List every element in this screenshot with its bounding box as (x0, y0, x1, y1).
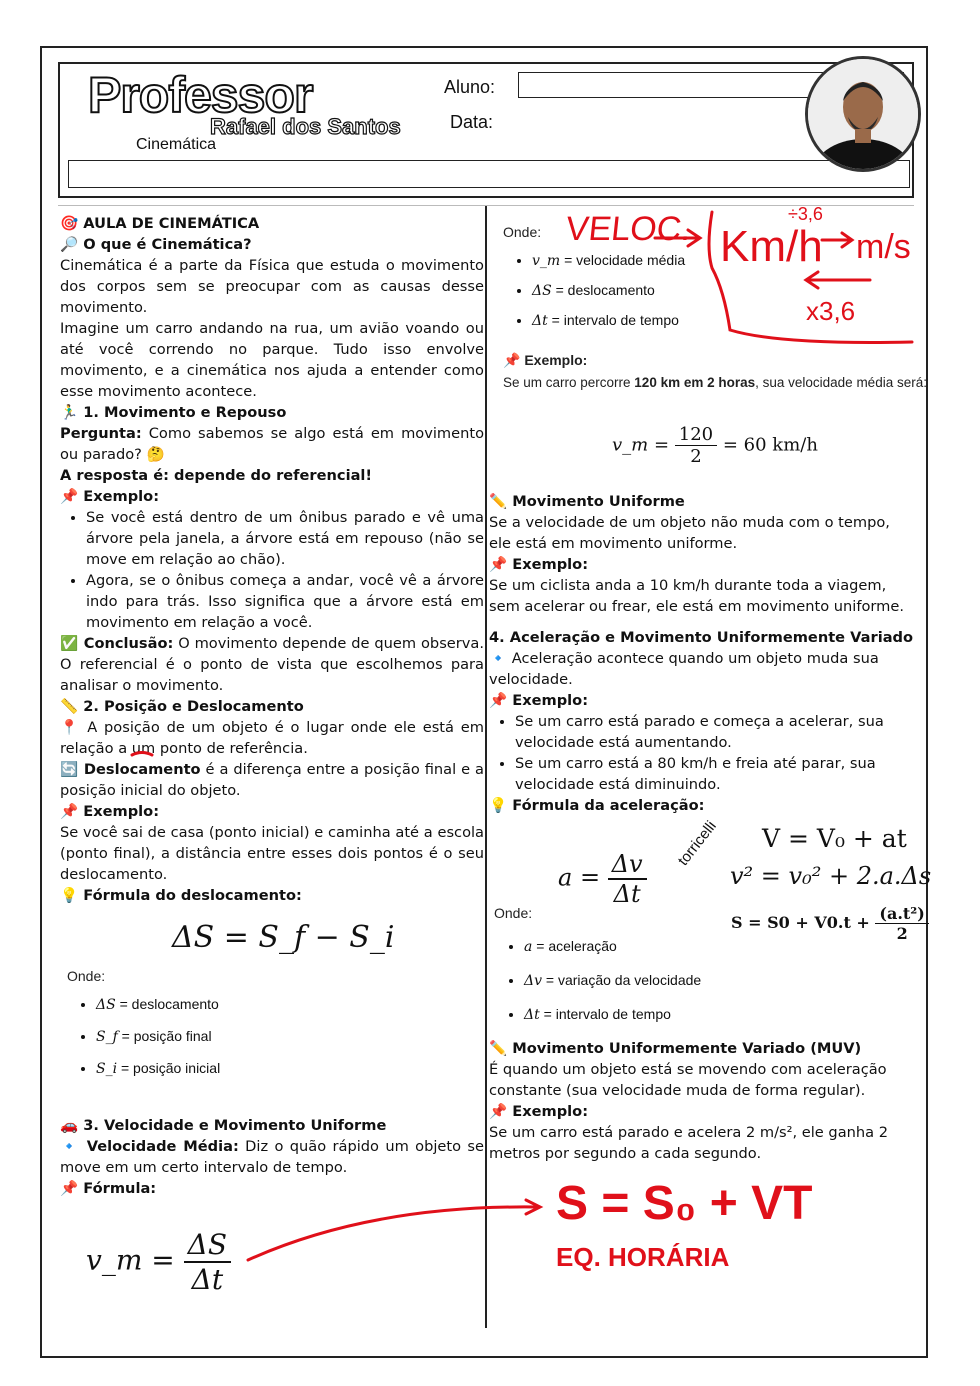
displacement-formula-heading: 💡 Fórmula do deslocamento: (60, 887, 302, 904)
where-label-right: Onde: (503, 224, 542, 240)
displacement-formula: ΔS = S_f − S_i (172, 920, 395, 955)
torricelli-label: torricelli (674, 817, 720, 869)
lesson-title: 🎯 AULA DE CINEMÁTICA (60, 215, 260, 232)
logo-name: Rafael dos Santos (210, 114, 401, 139)
velocity-time-equation: V = V₀ + at (762, 824, 907, 853)
ink-veloc: VELOC. (564, 210, 693, 248)
list-item: • Δt = intervalo de tempo (524, 1006, 701, 1040)
list-item: • Se um carro está parado e começa a acelerar, sua velocidade está aumentando. (515, 711, 914, 753)
acceleration-text: 🔹 Aceleração acontece quando um objeto muda sua velocidade. (489, 650, 879, 688)
list-item: • Δv = variação da velocidade (524, 972, 701, 1006)
list-item: • v_m = velocidade média (532, 252, 685, 282)
question-text: Como sabemos se algo está em movimento ou parado? 🤔 (60, 425, 484, 463)
section-4-heading: 4. Aceleração e Movimento Uniformemente Variado (489, 629, 914, 646)
list-item: • S_i = posição inicial (96, 1060, 220, 1092)
section-2-heading: 📏 2. Posição e Deslocamento (60, 698, 304, 715)
muv-text: É quando um objeto está se movendo com aceleração constante (sua velocidade muda de forma regular). (489, 1061, 887, 1099)
list-item: • Δt = intervalo de tempo (532, 312, 685, 342)
uniform-motion-heading: ✏️ Movimento Uniforme (489, 493, 685, 510)
list-item: • ΔS = deslocamento (532, 282, 685, 312)
example-text-3: Se um carro percorre 120 km em 2 horas, sua velocidade média será: (503, 375, 927, 390)
ink-arrow-3 (806, 272, 870, 288)
list-item: • S_f = posição final (96, 1028, 220, 1060)
ink-div36: ÷3,6 (788, 204, 823, 224)
subject-label: Cinemática (136, 136, 217, 153)
list-item: • ΔS = deslocamento (96, 996, 220, 1028)
formula-label: 📌 Fórmula: (60, 1180, 157, 1197)
aluno-label: Aluno: (444, 77, 496, 97)
what-is-paragraph-1: Cinemática é a parte da Física que estuda o movimento dos corpos sem se preocupar com as causas desse movimento. (60, 257, 484, 316)
example-label-4: 📌 Exemplo: (489, 556, 589, 573)
example-text-4: Se um ciclista anda a 10 km/h durante toda a viagem, sem acelerar ou frear, ele está em movimento uniforme. (489, 577, 904, 615)
example-label-1: 📌 Exemplo: (60, 488, 160, 505)
what-is-paragraph-2: Imagine um carro andando na rua, um avião voando ou até você correndo no parque. Tudo isso envolve movimento, e a cinemática nos ajuda a entender como esse movimento acontece. (60, 320, 484, 400)
list-item: • Agora, se o ônibus começa a andar, você vê a árvore indo para trás. Isso significa que a árvore está em movimento em relação a você. (86, 570, 484, 633)
muv-heading: ✏️ Movimento Uniformemente Variado (MUV) (489, 1040, 862, 1057)
ink-arrow-1 (655, 230, 700, 246)
data-label: Data: (450, 112, 494, 132)
where-label-left: Onde: (67, 968, 106, 984)
section-1-heading: 🏃‍♂️ 1. Movimento e Repouso (60, 404, 287, 421)
ink-x36: x3,6 (806, 296, 856, 326)
position-text: 📍 A posição de um objeto é o lugar onde ele está em relação a um ponto de referência. (60, 719, 484, 757)
question-label: Pergunta: (60, 425, 142, 442)
conclusion-text: O movimento depende de quem observa. O referencial é o ponto de vista que escolhemos para analisar o movimento. (60, 635, 484, 694)
example-text-6: Se um carro está parado e acelera 2 m/s², ele ganha 2 metros por segundo a cada segundo. (489, 1124, 888, 1162)
section-3-heading: 🚗 3. Velocidade e Movimento Uniforme (60, 1117, 387, 1134)
example-label-2: 📌 Exemplo: (60, 803, 160, 820)
logo-professor: Professor (88, 67, 313, 123)
list-item: • a = aceleração (524, 938, 701, 972)
answer-text: A resposta é: depende do referencial! (60, 467, 373, 484)
uniform-motion-text: Se a velocidade de um objeto não muda com o tempo, ele está em movimento uniforme. (489, 514, 890, 552)
avg-velocity-text: Diz o quão rápido um objeto se move em um certo intervalo de tempo. (60, 1138, 484, 1176)
avg-velocity-label: 🔹 Velocidade Média: (60, 1138, 239, 1155)
ink-kmh: Km/h (720, 222, 823, 271)
where-label-right-2: Onde: (494, 905, 533, 921)
example-label-3: 📌 Exemplo: (503, 352, 588, 368)
conclusion-label: ✅ Conclusão: (60, 635, 174, 652)
ink-ms: m/s (856, 228, 911, 266)
example-label-5: 📌 Exemplo: (489, 692, 589, 709)
what-is-heading: 🔎 O que é Cinemática? (60, 236, 252, 253)
list-item: • Se um carro está a 80 km/h e freia até parar, sua velocidade está diminuindo. (515, 753, 914, 795)
acceleration-formula-heading: 💡 Fórmula da aceleração: (489, 797, 705, 814)
velocity-example-equation: v_m = $\frac{120}{2}$ = 60 km/h (612, 424, 818, 467)
displacement-label: 🔄 Deslocamento (60, 761, 201, 778)
velocity-formula: v_m = $\frac{\Delta S}{\Delta t}$ (86, 1228, 231, 1296)
displacement-text: é a diferença entre a posição final e a posição inicial do objeto. (60, 761, 484, 799)
acceleration-formula: a = $\frac{\Delta v}{\Delta t}$ (558, 850, 647, 908)
ink-underline (132, 753, 152, 756)
ink-eq-horaria-label: EQ. HORÁRIA (556, 1242, 730, 1272)
torricelli-equation: v² = v₀² + 2.a.Δs (730, 862, 932, 890)
ink-eq-horaria: S = S₀ + VT (556, 1177, 813, 1230)
example-label-6: 📌 Exemplo: (489, 1103, 589, 1120)
list-item: • Se você está dentro de um ônibus parado e vê uma árvore pela janela, a árvore está em repouso (não se move em relação ao chão). (86, 507, 484, 570)
ink-arrow-4 (248, 1200, 540, 1260)
position-equation: S = S0 + V0.t + $\frac{\text{(a.t²)}}{2}$ (731, 904, 929, 943)
example-text-2: Se você sai de casa (ponto inicial) e caminha até a escola (ponto final), a distância entre esses dois pontos é o seu deslocamento. (60, 824, 484, 883)
ink-arrow-2 (822, 233, 852, 247)
